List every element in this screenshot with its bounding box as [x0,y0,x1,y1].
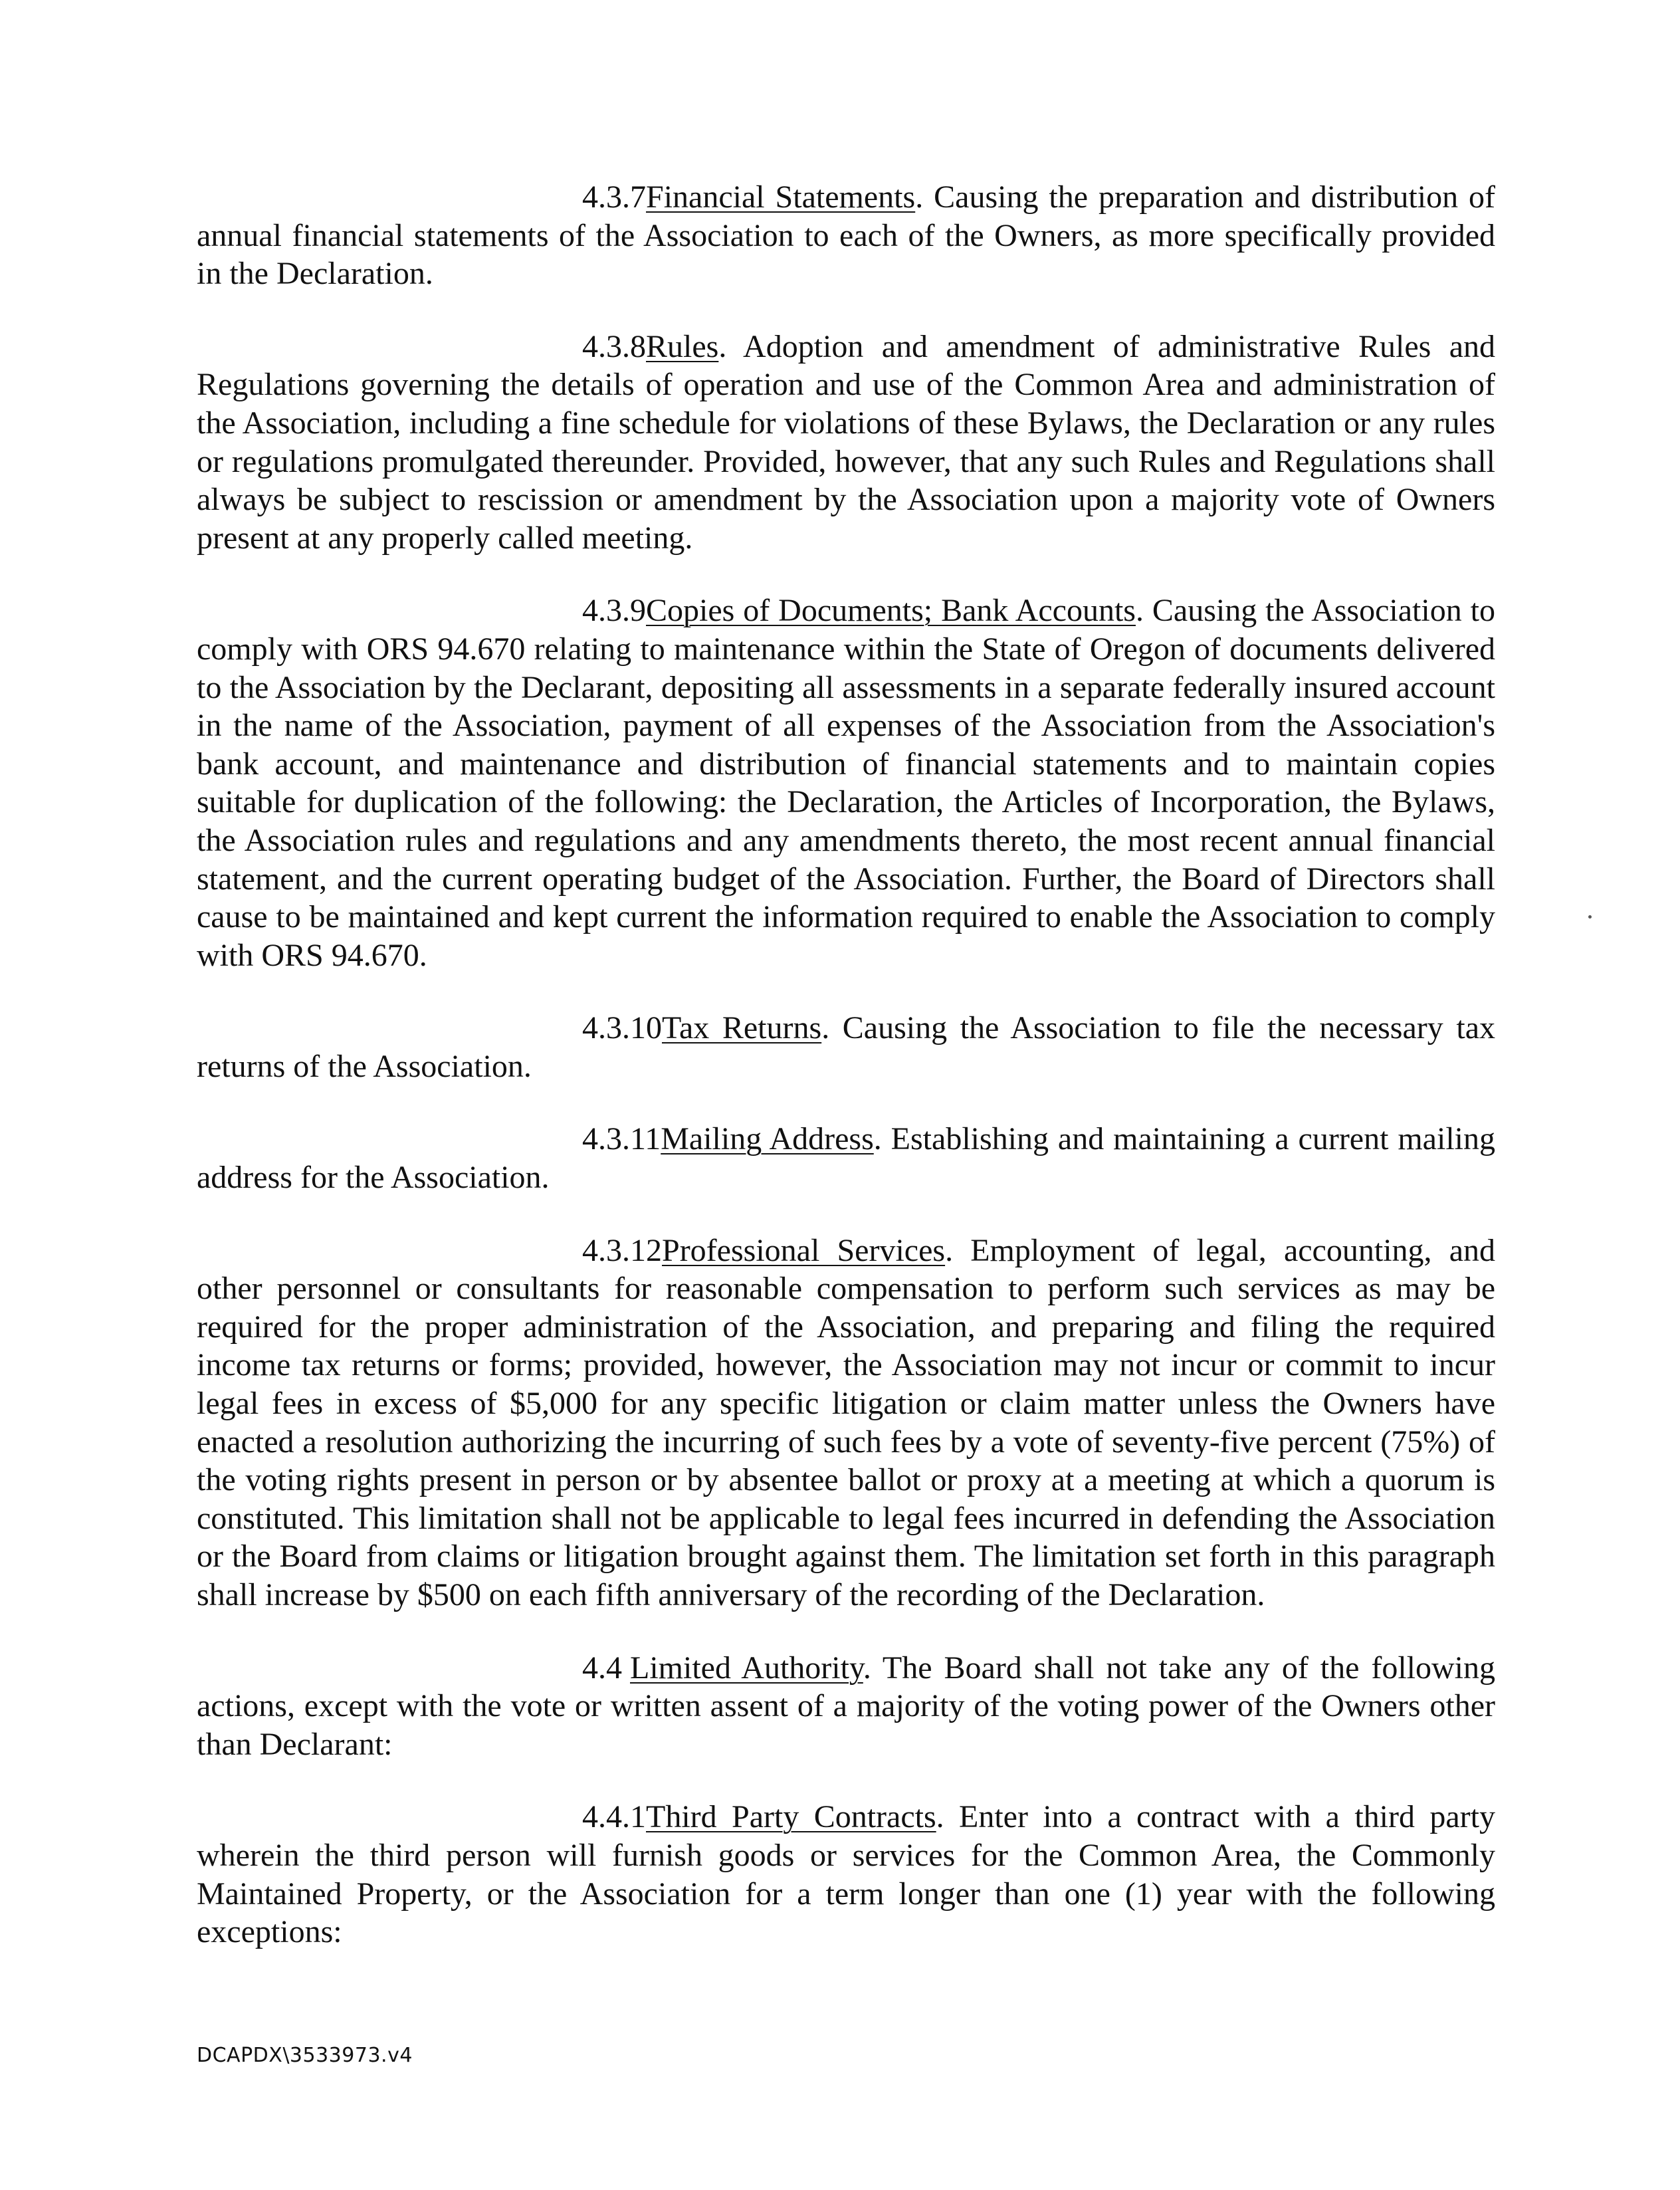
document-body [197,178,1495,1986]
section-4-4-1 [197,1798,1495,1951]
section-number: 4.3.7 [582,179,646,215]
section-text: . Adoption and amendment of administrative Rules and Regulations governing the details of operation and use of the Common Area and administration of the Association, including a fine schedule for violations of these Bylaws, the Declaration or any rules or regulations promulgated thereunder. Provided, however, that any such Rules and Regulations shall always be subject to rescission or amendment by the Association upon a majority vote of Owners present at any properly called meeting. [197,328,1495,556]
section-4-4 [197,1649,1495,1764]
section-heading: Copies of Documents; Bank Accounts [646,593,1136,629]
section-heading: Tax Returns [662,1010,822,1046]
scan-speck [1588,915,1592,919]
section-heading: Limited Authority [630,1650,863,1686]
section-heading: Professional Services [662,1232,946,1268]
section-heading: Rules [646,328,719,364]
document-footer-id: DCAPDX\3533973.v4 [197,2044,413,2067]
section-4-3-12 [197,1232,1495,1614]
section-text: . Causing the Association to comply with ORS 94.670 relating to maintenance within the State of Oregon of documents delivered to the Association by the Declarant, depositing all assessments in a separate federally insured account in the name of the Association, payment of all expenses of the Association from the Association's bank account, and maintenance and distribution of financial statements and to maintain copies suitable for duplication of the following: the Declaration, the Articles of Incorporation, the Bylaws, the Association rules and regulations and any amendments thereto, the most recent annual financial statement, and the current operating budget of the Association. Further, the Board of Directors shall cause to be maintained and kept current the information required to enable the Association to comply with ORS 94.670. [197,593,1495,973]
section-number: 4.3.8 [582,328,646,364]
section-text: . Enter into a contract with a third party wherein the third person will furnish goods or services for the Common Area, the Commonly Maintained Property, or the Association for a term longer than one (1) year with the following exceptions: [197,1799,1495,1950]
section-number: 4.3.10 [582,1010,662,1046]
section-4-3-8 [197,328,1495,558]
section-4-3-9 [197,592,1495,974]
section-4-3-7 [197,178,1495,293]
section-4-3-10 [197,1009,1495,1085]
section-text: . Causing the Association to file the necessary tax returns of the Association. [197,1010,1496,1084]
section-text: . Causing the preparation and distribution of annual financial statements of the Association to each of the Owners, as more specifically provided in the Declaration. [197,179,1496,292]
section-heading: Financial Statements [646,179,916,215]
section-heading: Third Party Contracts [646,1799,936,1835]
section-number: 4.3.12 [582,1232,662,1268]
section-number: 4.4 [582,1650,622,1686]
section-number: 4.4.1 [582,1799,646,1835]
section-number: 4.3.11 [582,1121,661,1157]
section-text: . Employment of legal, accounting, and other personnel or consultants for reasonable compensation to perform such services as may be required for the proper administration of the Association, and preparing and filing the required income tax returns or forms; provided, however, the Association may not incur or commit to incur legal fees in excess of $5,000 for any specific litigation or claim matter unless the Owners have enacted a resolution authorizing the incurring of such fees by a vote of seventy-five percent (75%) of the voting rights present in person or by absentee ballot or proxy at a meeting at which a quorum is constituted. This limitation shall not be applicable to legal fees incurred in defending the Association or the Board from claims or litigation brought against them. The limitation set forth in this paragraph shall increase by $500 on each fifth anniversary of the recording of the Declaration. [197,1232,1495,1612]
section-4-3-11 [197,1120,1495,1196]
section-heading: Mailing Address [661,1121,874,1157]
section-text: . Establishing and maintaining a current mailing address for the Association. [197,1121,1495,1196]
section-text: . The Board shall not take any of the following actions, except with the vote or written assent of a majority of the voting power of the Owners other than Declarant: [197,1650,1496,1762]
section-number: 4.3.9 [582,593,646,629]
